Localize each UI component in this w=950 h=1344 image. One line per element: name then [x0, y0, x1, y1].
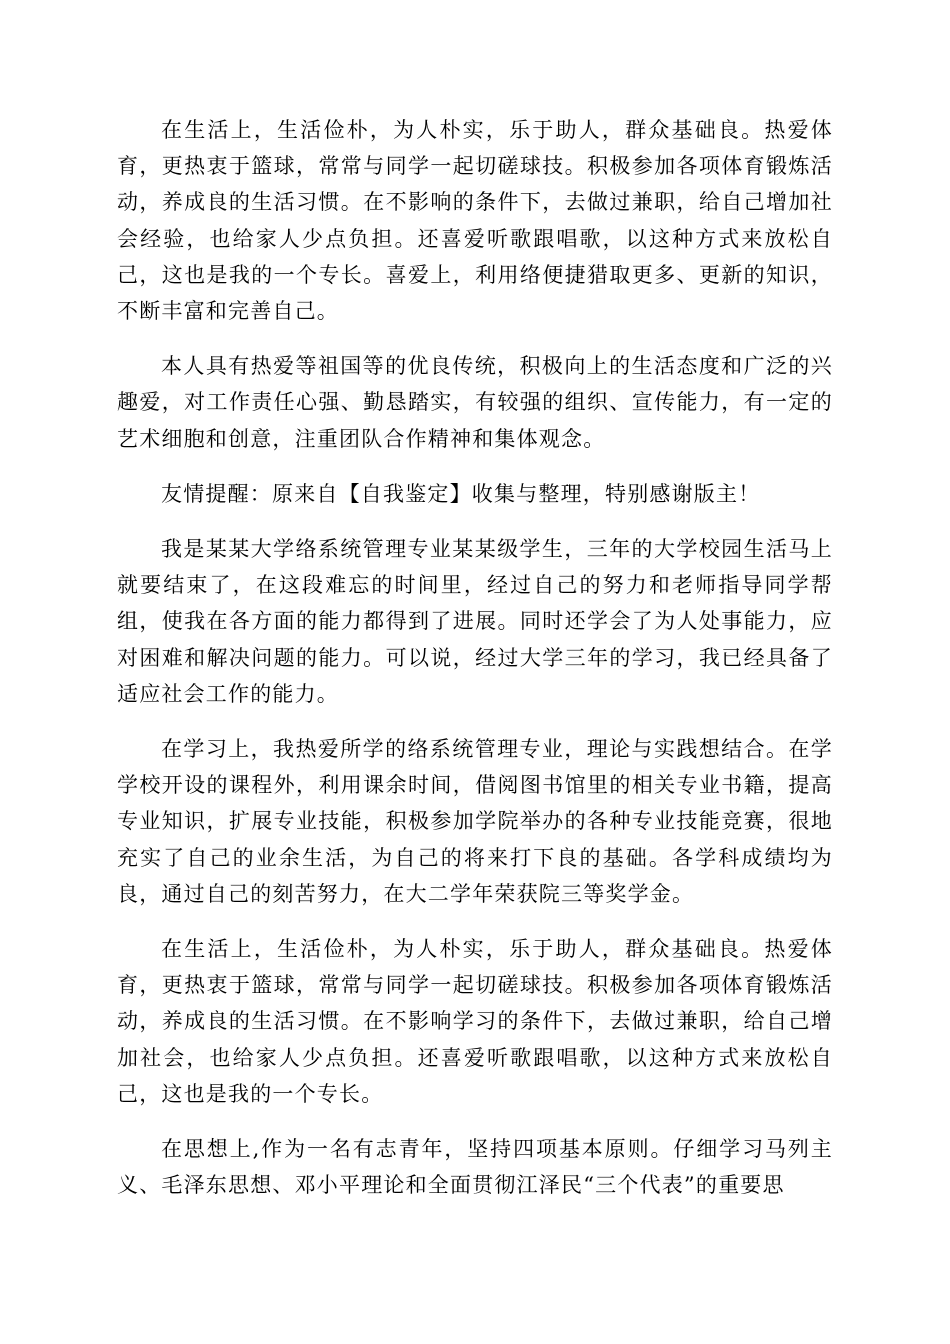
paragraph-study: 在学习上，我热爱所学的络系统管理专业，理论与实践想结合。在学学校开设的课程外，利用课余时间，借阅图书馆里的相关专业书籍，提高专业知识，扩展专业技能，积极参加学院举办的各种专业技能竞赛，很地充实了自己的业余生活，为自己的将来打下良的基础。各学科成绩均为良，通过自己的刻苦努力，在大二学年荣获院三等奖学金。 — [117, 737, 833, 906]
paragraph-life-1: 在生活上，生活俭朴，为人朴实，乐于助人，群众基础良。热爱体育，更热衷于篮球，常常与同学一起切磋球技。积极参加各项体育锻炼活动，养成良的生活习惯。在不影响的条件下，去做过兼职，给自己增加社会经验，也给家人少点负担。还喜爱听歌跟唱歌，以这种方式来放松自己，这也是我的一个专长。喜爱上，利用络便捷猎取更多、更新的知识，不断丰富和完善自己。 — [117, 118, 833, 324]
paragraph-life-2: 在生活上，生活俭朴，为人朴实，乐于助人，群众基础良。热爱体育，更热衷于篮球，常常与同学一起切磋球技。积极参加各项体育锻炼活动，养成良的生活习惯。在不影响学习的条件下，去做过兼职，给自己增加社会，也给家人少点负担。还喜爱听歌跟唱歌，以这种方式来放松自己，这也是我的一个专长。 — [117, 937, 833, 1106]
paragraph-character: 本人具有热爱等祖国等的优良传统，积极向上的生活态度和广泛的兴趣爱，对工作责任心强、勤恳踏实，有较强的组织、宣传能力，有一定的艺术细胞和创意，注重团队合作精神和集体观念。 — [117, 354, 833, 451]
paragraph-thought: 在思想上,作为一名有志青年，坚持四项基本原则。仔细学习马列主义、毛泽东思想、邓小平理论和全面贯彻江泽民“三个代表”的重要思 — [117, 1137, 833, 1198]
document-body — [117, 112, 833, 1222]
paragraph-intro: 我是某某大学络系统管理专业某某级学生，三年的大学校园生活马上就要结束了，在这段难忘的时间里，经过自己的努力和老师指导同学帮组，使我在各方面的能力都得到了进展。同时还学会了为人处事能力，应对困难和解决问题的能力。可以说，经过大学三年的学习，我已经具备了适应社会工作的能力。 — [117, 537, 833, 706]
paragraph-reminder: 友情提醒：原来自【自我鉴定】收集与整理，特别感谢版主！ — [161, 481, 761, 506]
